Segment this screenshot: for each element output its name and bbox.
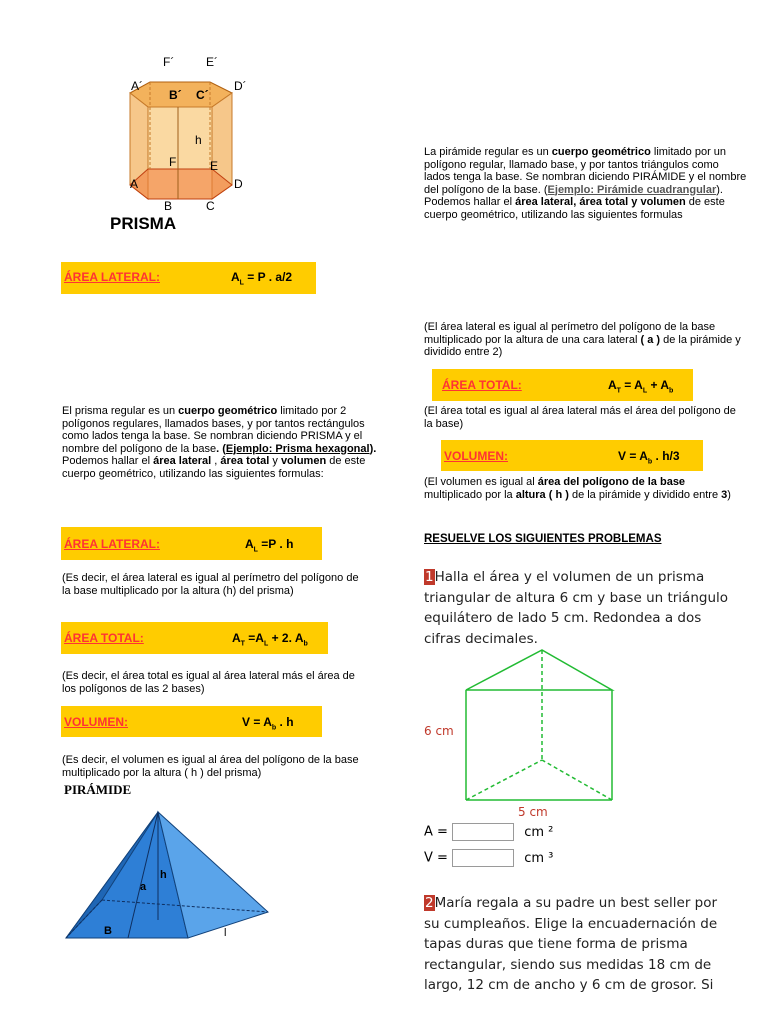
pyramid-base-label: B xyxy=(104,925,112,937)
formula-box-area-total xyxy=(61,622,328,654)
formula-label: ÁREA LATERAL: xyxy=(64,537,160,551)
prism-top-triangle xyxy=(466,650,612,690)
piramide-title: PIRÁMIDE xyxy=(64,782,132,797)
height-label: h xyxy=(195,133,202,147)
vertex-e: E xyxy=(210,159,219,173)
height-label: 6 cm xyxy=(424,724,454,738)
answer-a-row xyxy=(424,823,553,841)
pyramid-apothem-label: a xyxy=(140,881,147,893)
formula-label: VOLUMEN: xyxy=(64,715,128,729)
pyramid-figure xyxy=(62,810,274,944)
prisma-intro-paragraph: El prisma regular es un cuerpo geométrico limitado por 2 polígonos regulares, llamados bases, y por tantos rectángulos como lados tenga la base. Se nombran diciendo PRISMA y el nombre del polígono de la base. (Ejemplo: Prisma hexagonal). Podemos hallar el área lateral , área total y volumen de este cuerpo geométrico, utilizando las siguientes formulas: xyxy=(62,405,377,480)
piramide-note-total: (El área total es igual al área lateral más el área del polígono de la base) xyxy=(424,405,736,430)
formula: $A_T =A_L + 2$. $A_b$ xyxy=(232,631,308,648)
answer-v-unit: cm ³ xyxy=(524,850,554,866)
vertex-d1: D´ xyxy=(234,79,247,93)
answer-v-row xyxy=(424,849,553,867)
vertex-a1: A´ xyxy=(131,79,143,93)
problem-1-number: 1 xyxy=(425,569,434,585)
answer-a-input[interactable] xyxy=(452,823,514,841)
formula-label: ÁREA LATERAL: xyxy=(64,270,160,284)
note-volumen: (Es decir, el volumen es igual al área del polígono de la base multiplicado por la altura ( h ) del prisma) xyxy=(62,754,359,779)
vertex-f: F xyxy=(169,155,177,169)
vertex-f1: F´ xyxy=(163,55,175,69)
formula-box-volumen xyxy=(61,706,322,737)
vertex-d: D xyxy=(234,177,243,191)
formula-box-piramide-volumen xyxy=(441,440,703,471)
note-area-total: (Es decir, el área total es igual al área lateral más el área de los polígonos de las 2 bases) xyxy=(62,670,355,695)
formula-box-piramide-area-total xyxy=(432,369,693,401)
prisma-example-link[interactable]: Ejemplo: Prisma hexagonal xyxy=(225,442,370,455)
vertex-b1: B´ xyxy=(169,88,182,102)
base-label: 5 cm xyxy=(518,805,548,819)
formula: $V = A_b$ . h xyxy=(242,715,294,732)
formula: $A_T = A_L + A_b$ xyxy=(608,378,674,395)
vertex-a: A xyxy=(130,177,139,191)
formula: $A_L =P$ . h xyxy=(245,537,294,554)
piramide-intro-paragraph: La pirámide regular es un cuerpo geométrico limitado por un polígono regular, llamado base, y por tantos triángulos como lados tenga la base. Se nombran diciendo PIRÁMIDE y el nombre del polígono de la base. (Ejemplo: Pirámide cuadrangular). Podemos hallar el área lateral, área total y volumen de este cuerpo geométrico, utilizando las siguientes formulas xyxy=(424,146,747,221)
problem-1-text: 1Halla el área y el volumen de un prisma triangular de altura 6 cm y base un triángulo equilátero de lado 5 cm. Redondea a dos cifras decimales. xyxy=(424,569,729,647)
pyramid-height-label: h xyxy=(160,869,167,881)
prisma-title: PRISMA xyxy=(110,214,177,233)
vertex-b: B xyxy=(164,199,173,212)
answer-a-label: A = xyxy=(424,824,448,840)
hexagonal-prism-figure xyxy=(120,52,260,212)
formula-box-area-lateral-top xyxy=(61,262,316,294)
triangular-prism-figure xyxy=(420,644,620,824)
problem-2-number: 2 xyxy=(425,895,434,911)
piramide-note-volumen: (El volumen es igual al área del polígono de la base multiplicado por la altura ( h ) de la pirámide y dividido entre 3) xyxy=(424,476,731,501)
prism-hidden-edge xyxy=(542,760,612,800)
answer-a-unit: cm ² xyxy=(524,824,554,840)
formula-label: ÁREA TOTAL: xyxy=(442,378,522,392)
piramide-note-lateral: (El área lateral es igual al perímetro del polígono de la base multiplicado por la altura de una cara lateral ( a ) de la pirámide y dividido entre 2) xyxy=(424,321,741,358)
answer-v-input[interactable] xyxy=(452,849,514,867)
prism-hidden-edge xyxy=(466,760,542,800)
vertex-c1: C´ xyxy=(196,88,209,102)
formula-label: ÁREA TOTAL: xyxy=(64,631,144,645)
vertex-c: C xyxy=(206,199,215,212)
vertex-e1: E´ xyxy=(206,55,218,69)
note-area-lateral: (Es decir, el área lateral es igual al perímetro del polígono de la base multiplicado por la altura (h) del prisma) xyxy=(62,572,359,597)
piramide-example-link[interactable]: Ejemplo: Pirámide cuadrangular xyxy=(547,183,717,196)
formula: $V = A_b$ . h/3 xyxy=(618,449,680,466)
formula-box-area-lateral xyxy=(61,527,322,560)
pyramid-side-label: l xyxy=(224,927,227,939)
prism-bottom-face xyxy=(130,169,232,199)
formula: $A_L = P$ . a/2 xyxy=(231,270,293,287)
answer-v-label: V = xyxy=(424,850,448,866)
formula-label: VOLUMEN: xyxy=(444,449,508,463)
problemas-heading: RESUELVE LOS SIGUIENTES PROBLEMAS xyxy=(424,533,662,545)
problem-2-text: 2María regala a su padre un best seller por su cumpleaños. Elige la encuadernación de tapas duras que tiene forma de prisma rectangular, siendo sus medidas 18 cm de largo, 12 cm de ancho y 6 cm de grosor. Si xyxy=(424,895,718,993)
